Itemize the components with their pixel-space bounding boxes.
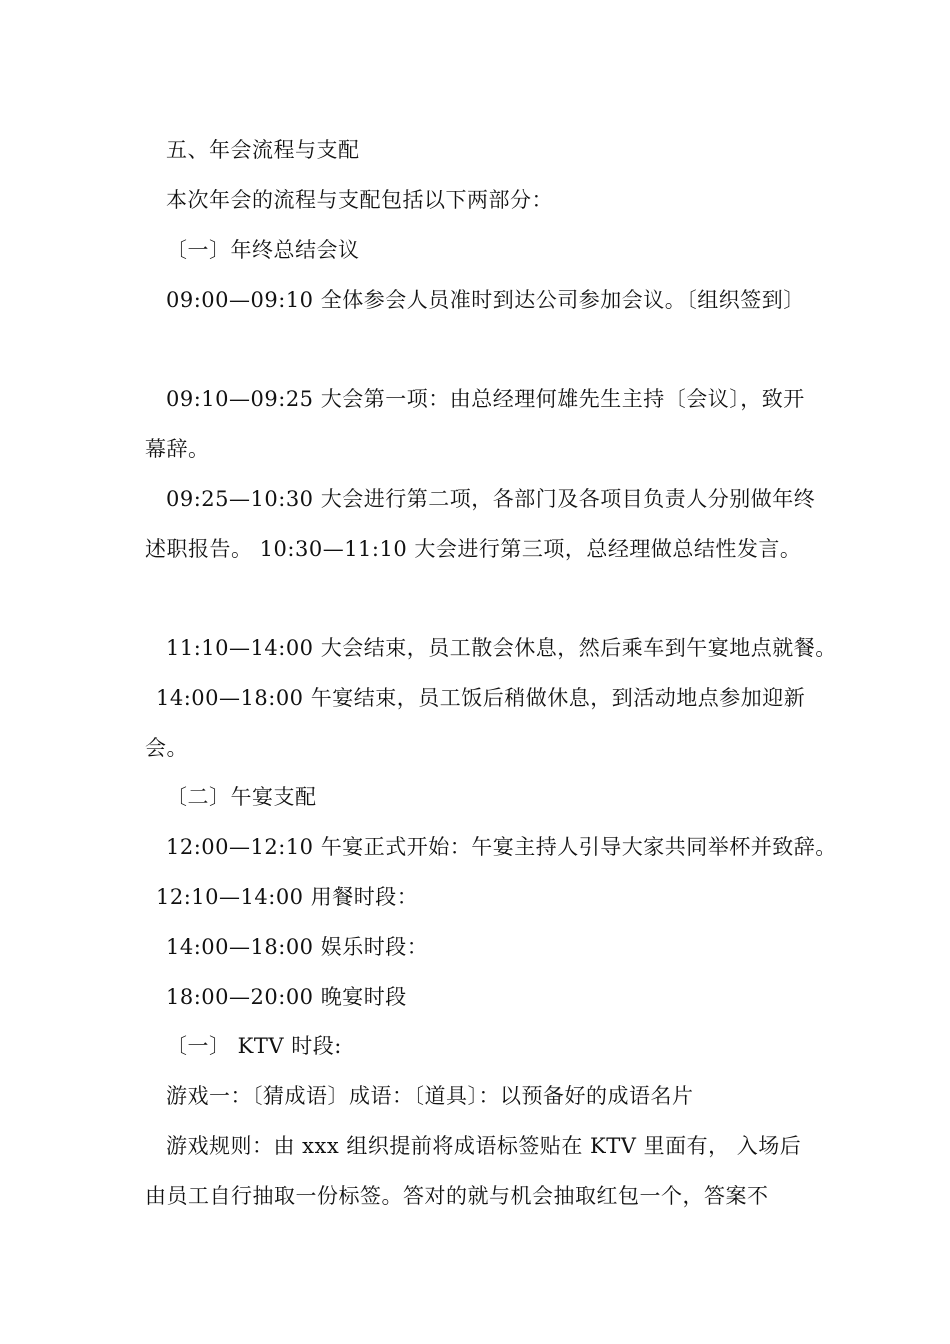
section-heading: 五、年会流程与支配 (166, 138, 360, 162)
schedule-line: 12:00—12:10 午宴正式开始：午宴主持人引导大家共同举杯并致辞。 (166, 835, 837, 859)
subsection-heading: 〔一〕 KTV 时段: (166, 1034, 342, 1058)
schedule-line: 09:25—10:30 大会进行第二项，各部门及各项目负责人分别做年终 (166, 487, 816, 511)
paragraph-line: 幕辞。 (145, 437, 210, 461)
paragraph-line: 本次年会的流程与支配包括以下两部分： (166, 188, 553, 212)
schedule-line: 14:00—18:00 午宴结束，员工饭后稍做休息，到活动地点参加迎新 (156, 686, 806, 710)
schedule-line: 12:10—14:00 用餐时段： (156, 885, 419, 909)
paragraph-line: 游戏规则：由 xxx 组织提前将成语标签贴在 KTV 里面有， 入场后 (166, 1134, 802, 1158)
schedule-line: 述职报告。 10:30—11:10 大会进行第三项，总经理做总结性发言。 (145, 537, 802, 561)
schedule-line: 09:00—09:10 全体参会人员准时到达公司参加会议。〔组织签到〕 (166, 288, 805, 312)
schedule-line: 09:10—09:25 大会第一项：由总经理何雄先生主持〔会议〕，致开 (166, 387, 805, 411)
paragraph-line: 会。 (145, 736, 188, 760)
paragraph-line: 由员工自行抽取一份标签。答对的就与机会抽取红包一个，答案不 (145, 1184, 769, 1208)
paragraph-line: 游戏一：〔猜成语〕成语：〔道具〕：以预备好的成语名片 (166, 1084, 694, 1108)
schedule-line: 18:00—20:00 晚宴时段 (166, 985, 407, 1009)
schedule-line: 11:10—14:00 大会结束，员工散会休息，然后乘车到午宴地点就餐。 (166, 636, 837, 660)
subsection-heading: 〔一〕年终总结会议 (166, 238, 360, 262)
subsection-heading: 〔二〕午宴支配 (166, 785, 317, 809)
schedule-line: 14:00—18:00 娱乐时段： (166, 935, 429, 959)
